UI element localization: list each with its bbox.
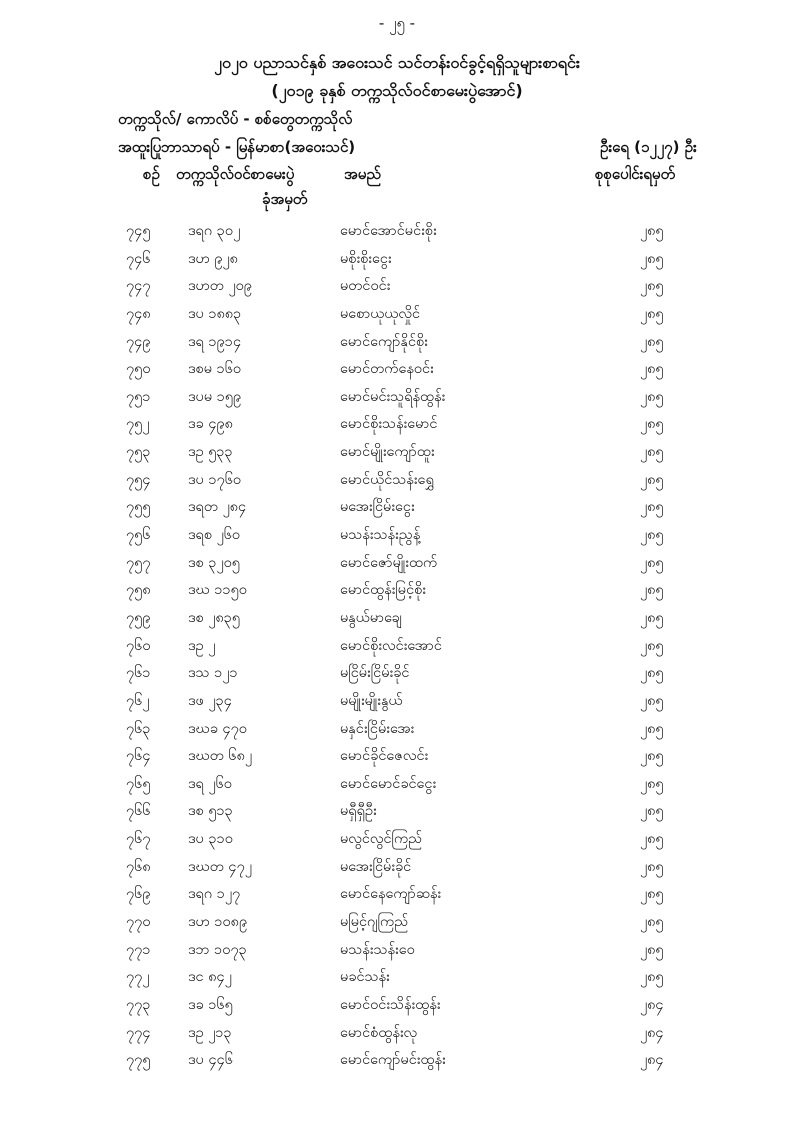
column-header-no: စဉ် bbox=[143, 165, 160, 183]
total-score: ၂၈၅ bbox=[640, 720, 664, 737]
column-header-roll: တက္ကသိုလ်ဝင်စာမေးပွဲ bbox=[176, 165, 295, 183]
total-score: ၂၈၅ bbox=[640, 941, 664, 958]
table-row bbox=[0, 498, 794, 526]
row-number: ၇၆၅ bbox=[126, 775, 151, 792]
table-row bbox=[0, 664, 794, 692]
row-number: ၇၇၁ bbox=[126, 941, 151, 958]
row-number: ၇၅၀ bbox=[126, 361, 151, 378]
student-name: မတင်ဝင်း bbox=[340, 278, 391, 295]
table-row bbox=[0, 305, 794, 333]
total-score: ၂၈၅ bbox=[640, 333, 664, 350]
university-line: တက္ကသိုလ်/ ကောလိပ် - စစ်တွေတက္ကသိုလ် bbox=[118, 110, 353, 128]
roll-number: ဒရတ ၂၈၄ bbox=[188, 499, 247, 516]
student-name: မအေးငြိမ်းငွေး bbox=[340, 499, 415, 516]
table-row bbox=[0, 554, 794, 582]
row-number: ၇၄၅ bbox=[126, 223, 151, 239]
row-number: ၇၆၄ bbox=[126, 748, 151, 765]
total-score: ၂၈၄ bbox=[640, 1024, 664, 1041]
table-row bbox=[0, 747, 794, 775]
total-score: ၂၈၅ bbox=[640, 692, 664, 709]
row-number: ၇၅၉ bbox=[126, 609, 151, 626]
row-number: ၇၅၂ bbox=[126, 416, 150, 433]
column-header-name: အမည် bbox=[344, 165, 381, 183]
row-number: ၇၇၂ bbox=[126, 969, 150, 986]
row-number: ၇၄၉ bbox=[126, 333, 151, 350]
roll-number: ဒဟ ၉၂၈ bbox=[188, 250, 238, 267]
roll-number: ဒဃ ၁၁၅၀ bbox=[188, 582, 247, 599]
table-row bbox=[0, 443, 794, 471]
roll-number: ဒခ ၁၆၅ bbox=[188, 996, 233, 1013]
roll-number: ဒရဂ ၃၀၂ bbox=[188, 223, 241, 239]
table-row bbox=[0, 609, 794, 637]
roll-number: ဒဘ ၁၀၇၃ bbox=[188, 941, 247, 958]
roll-number: ဒစ ၂၈၃၅ bbox=[188, 609, 241, 626]
roll-number: ဒဖ ၂၃၄ bbox=[188, 692, 232, 709]
roll-number: ဒဃခ ၄၇၀ bbox=[188, 720, 247, 737]
column-header-roll-sub: ခုံအမှတ် bbox=[262, 190, 308, 208]
total-score: ၂၈၄ bbox=[640, 996, 664, 1013]
table-row bbox=[0, 802, 794, 830]
student-name: မလွင်လွင်ကြည် bbox=[340, 831, 423, 848]
row-number: ၇၆၂ bbox=[126, 692, 150, 709]
student-name: မမျိုးမျိုးနွယ် bbox=[340, 692, 403, 709]
table-row bbox=[0, 1024, 794, 1052]
total-score: ၂၈၅ bbox=[640, 748, 664, 765]
student-name: မောင်မောင်ခင်ငွေး bbox=[340, 775, 437, 792]
roll-number: ဒဟတ ၂၀၉ bbox=[188, 278, 252, 295]
total-score: ၂၈၅ bbox=[640, 223, 664, 239]
document-subtitle: (၂၀၁၉ ခုနှစ် တက္ကသိုလ်ဝင်စာမေးပွဲအောင်) bbox=[271, 81, 523, 100]
row-number: ၇၄၇ bbox=[126, 278, 151, 295]
student-name: မခင်သန်း bbox=[340, 969, 390, 986]
row-number: ၇၅၆ bbox=[126, 527, 151, 544]
student-name: မောင်ဇော်မျိုးထက် bbox=[340, 554, 438, 571]
total-score: ၂၈၅ bbox=[640, 278, 664, 295]
row-number: ၇၆၇ bbox=[126, 831, 151, 848]
row-number: ၇၅၅ bbox=[126, 499, 151, 516]
roll-number: ဒရ ၁၉၁၄ bbox=[188, 333, 242, 350]
student-name: မောင်မင်းသူရိန်ထွန်း bbox=[340, 388, 446, 405]
total-score: ၂၈၅ bbox=[640, 527, 664, 544]
total-score: ၂၈၅ bbox=[640, 914, 664, 931]
total-score: ၂၈၄ bbox=[640, 1052, 664, 1069]
table-row bbox=[0, 720, 794, 748]
total-score: ၂၈၅ bbox=[640, 388, 664, 405]
table-row bbox=[0, 526, 794, 554]
row-number: ၇၆၁ bbox=[126, 665, 151, 682]
table-row bbox=[0, 581, 794, 609]
student-name: မငြိမ်းငြိမ်းခိုင် bbox=[340, 665, 410, 682]
roll-number: ဒရ ၂၆၀ bbox=[188, 775, 232, 792]
student-name: မောင်ယိုင်သန်းရွှေ bbox=[340, 471, 434, 488]
student-name: မမြင့်ဂျကြည် bbox=[340, 914, 409, 931]
table-row bbox=[0, 858, 794, 886]
roll-number: ဒပ ၁၇၆၀ bbox=[188, 471, 242, 488]
total-score: ၂၈၅ bbox=[640, 803, 664, 820]
roll-number: ဒပမ ၁၅၉ bbox=[188, 388, 242, 405]
row-number: ၇၅၄ bbox=[126, 471, 151, 488]
student-name: မစိုးစိုးငွေး bbox=[340, 250, 392, 267]
roll-number: ဒဃတ ၆၈၂ bbox=[188, 748, 252, 765]
row-number: ၇၆၆ bbox=[126, 803, 151, 820]
row-number: ၇၆၃ bbox=[126, 720, 151, 737]
row-number: ၇၇၅ bbox=[126, 1052, 151, 1069]
row-number: ၇၅၃ bbox=[126, 444, 151, 461]
student-name: မသန်းသန်းညွန့် bbox=[340, 527, 421, 544]
total-score: ၂၈၅ bbox=[640, 499, 664, 516]
row-number: ၇၇၀ bbox=[126, 914, 151, 931]
total-score: ၂၈၅ bbox=[640, 305, 664, 322]
row-number: ၇၅၈ bbox=[126, 582, 151, 599]
results-list bbox=[0, 222, 794, 1079]
student-name: မောင်ခိုင်ဇေလင်း bbox=[340, 748, 429, 765]
total-score: ၂၈၅ bbox=[640, 637, 664, 654]
total-count-line: ဦးရေ (၁၂၂၇) ဦး bbox=[600, 138, 697, 156]
roll-number: ဒပ ၁၈၈၃ bbox=[188, 305, 242, 322]
student-name: မသန်းသန်းဝေ bbox=[340, 941, 415, 958]
page-number: - ၂၅ - bbox=[378, 14, 416, 32]
table-row bbox=[0, 277, 794, 305]
total-score: ၂၈၅ bbox=[640, 858, 664, 875]
roll-number: ဒပ ၃၁၀ bbox=[188, 831, 233, 848]
roll-number: ဒဥ ၂ bbox=[188, 637, 216, 654]
roll-number: ဒင ၈၄၂ bbox=[188, 969, 232, 986]
major-line: အထူးပြုဘာသာရပ် - မြန်မာစာ(အဝေးသင်) bbox=[118, 138, 356, 156]
student-name: မောင်ကျော်မင်းထွန်း bbox=[340, 1052, 446, 1069]
total-score: ၂၈၅ bbox=[640, 471, 664, 488]
roll-number: ဒစ ၃၂၀၅ bbox=[188, 554, 240, 571]
table-row bbox=[0, 388, 794, 416]
column-header-total: စုစုပေါင်းရမှတ် bbox=[595, 165, 676, 183]
student-name: မောင်အောင်မင်းစိုး bbox=[340, 223, 437, 239]
roll-number: ဒပ ၄၄၆ bbox=[188, 1052, 233, 1069]
student-name: မအေးငြိမ်းခိုင် bbox=[340, 858, 412, 875]
student-name: မနှင်းငြိမ်းအေး bbox=[340, 720, 415, 737]
roll-number: ဒဥ ၅၃၃ bbox=[188, 444, 233, 461]
row-number: ၇၆၉ bbox=[126, 886, 151, 903]
table-row bbox=[0, 250, 794, 278]
table-row bbox=[0, 471, 794, 499]
total-score: ၂၈၅ bbox=[640, 609, 664, 626]
row-number: ၇၅၁ bbox=[126, 388, 151, 405]
table-row bbox=[0, 222, 794, 250]
table-row bbox=[0, 1051, 794, 1079]
row-number: ၇၇၃ bbox=[126, 996, 151, 1013]
student-name: မောင်ထွန်းမြင့်စိုး bbox=[340, 582, 426, 599]
student-name: မောင်စံထွန်းလု bbox=[340, 1024, 418, 1041]
student-name: မောင်စိုးလင်းအောင် bbox=[340, 637, 442, 654]
total-score: ၂၈၅ bbox=[640, 416, 664, 433]
table-row bbox=[0, 968, 794, 996]
roll-number: ဒဟ ၁၀၈၉ bbox=[188, 914, 248, 931]
row-number: ၇၄၆ bbox=[126, 250, 151, 267]
total-score: ၂၈၅ bbox=[640, 831, 664, 848]
roll-number: ဒစမ ၁၆၀ bbox=[188, 361, 242, 378]
table-row bbox=[0, 830, 794, 858]
table-row bbox=[0, 333, 794, 361]
table-row bbox=[0, 913, 794, 941]
student-name: မောင်တက်နေဝင်း bbox=[340, 361, 434, 378]
student-name: မောင်ဝင်းသိန်းထွန်း bbox=[340, 996, 441, 1013]
table-row bbox=[0, 885, 794, 913]
student-name: မရှီရှီဦး bbox=[340, 803, 377, 820]
table-row bbox=[0, 692, 794, 720]
row-number: ၇၆၀ bbox=[126, 637, 151, 654]
roll-number: ဒသ ၁၂၁ bbox=[188, 665, 238, 682]
row-number: ၇၇၄ bbox=[126, 1024, 151, 1041]
total-score: ၂၈၅ bbox=[640, 886, 664, 903]
table-row bbox=[0, 360, 794, 388]
total-score: ၂၈၅ bbox=[640, 554, 664, 571]
roll-number: ဒခ ၄၉၈ bbox=[188, 416, 233, 433]
table-row bbox=[0, 996, 794, 1024]
student-name: မနွယ်မာချေ bbox=[340, 609, 402, 626]
student-name: မောင်နေကျော်ဆန်း bbox=[340, 886, 442, 903]
table-row bbox=[0, 415, 794, 443]
roll-number: ဒစ ၅၁၃ bbox=[188, 803, 233, 820]
total-score: ၂၈၅ bbox=[640, 665, 664, 682]
table-row bbox=[0, 775, 794, 803]
table-row bbox=[0, 941, 794, 969]
row-number: ၇၄၈ bbox=[126, 305, 151, 322]
roll-number: ဒရဂ ၁၂၇ bbox=[188, 886, 241, 903]
total-score: ၂၈၅ bbox=[640, 969, 664, 986]
total-score: ၂၈၅ bbox=[640, 775, 664, 792]
student-name: မောင်စိုးသန်းမောင် bbox=[340, 416, 438, 433]
student-name: မောင်မျိုးကျော်ထူး bbox=[340, 444, 435, 461]
total-score: ၂၈၅ bbox=[640, 444, 664, 461]
roll-number: ဒရစ ၂၆၀ bbox=[188, 527, 241, 544]
total-score: ၂၈၅ bbox=[640, 361, 664, 378]
total-score: ၂၈၅ bbox=[640, 250, 664, 267]
row-number: ၇၅၇ bbox=[126, 554, 151, 571]
total-score: ၂၈၅ bbox=[640, 582, 664, 599]
row-number: ၇၆၈ bbox=[126, 858, 151, 875]
document-title: ၂၀၂၀ ပညာသင်နှစ် အဝေးသင် သင်တန်းဝင်ခွင့်ရရှိသူများစာရင်း bbox=[214, 53, 580, 72]
table-row bbox=[0, 637, 794, 665]
student-name: မစောယုယုလှိုင် bbox=[340, 305, 421, 322]
roll-number: ဒဥ ၂၁၃ bbox=[188, 1024, 232, 1041]
roll-number: ဒဃတ ၄၇၂ bbox=[188, 858, 252, 875]
student-name: မောင်ကျော်နိုင်စိုး bbox=[340, 333, 428, 350]
